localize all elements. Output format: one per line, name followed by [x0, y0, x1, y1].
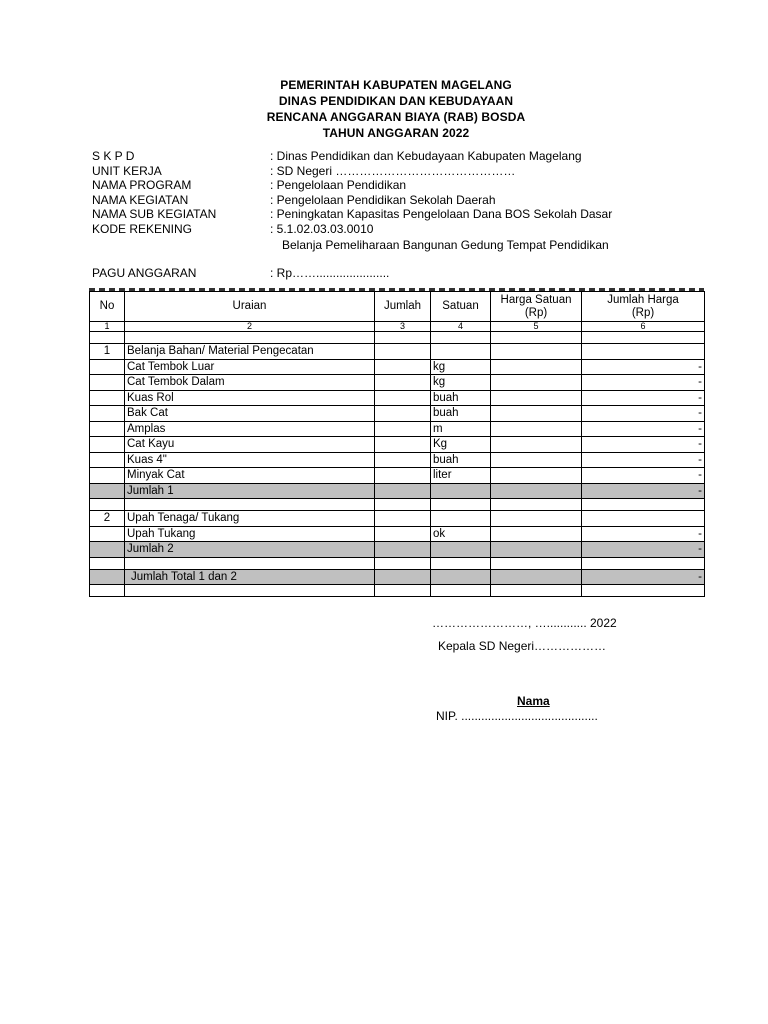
item-jumlah-harga: - [582, 375, 705, 391]
signature-nip: NIP. ......................................... [436, 709, 598, 723]
item-uraian: Minyak Cat [125, 468, 375, 484]
item-satuan: liter [431, 468, 491, 484]
item-uraian: Upah Tukang [125, 526, 375, 542]
rab-table [89, 291, 705, 597]
column-header-uraian: Uraian [125, 292, 375, 322]
spacer-row [90, 332, 705, 344]
item-uraian: Cat Kayu [125, 437, 375, 453]
table-row [90, 468, 705, 484]
item-satuan: kg [431, 375, 491, 391]
info-value: : Rp……...................... [270, 266, 390, 280]
item-uraian: Cat Tembok Dalam [125, 375, 375, 391]
info-label: S K P D [92, 149, 135, 163]
table-header-row [90, 292, 705, 322]
info-label: KODE REKENING [92, 221, 193, 236]
signature-place-date: ……………………, …............ 2022 [432, 616, 617, 630]
header-line-1: PEMERINTAH KABUPATEN MAGELANG [280, 78, 512, 92]
document-header [0, 77, 768, 141]
spacer-row [90, 585, 705, 597]
item-satuan: buah [431, 390, 491, 406]
column-header-jumlah-harga: Jumlah Harga (Rp) [582, 292, 705, 322]
item-uraian: Amplas [125, 421, 375, 437]
item-satuan: buah [431, 406, 491, 422]
table-row [90, 390, 705, 406]
section-number: 1 [90, 344, 125, 360]
info-label: NAMA KEGIATAN [92, 192, 189, 207]
info-value: : Dinas Pendidikan dan Kebudayaan Kabupaten Magelang [270, 149, 582, 163]
info-label: UNIT KERJA [92, 163, 162, 178]
section-title: Belanja Bahan/ Material Pengecatan [125, 344, 375, 360]
item-jumlah-harga: - [582, 437, 705, 453]
column-number: 2 [125, 322, 375, 332]
subtotal-label: Jumlah 1 [125, 483, 375, 499]
item-satuan: ok [431, 526, 491, 542]
section-title-row [90, 511, 705, 527]
info-label: NAMA SUB KEGIATAN [92, 207, 217, 221]
spacer-row [90, 499, 705, 511]
item-satuan: buah [431, 452, 491, 468]
column-header-no: No [90, 292, 125, 322]
header-line-3: RENCANA ANGGARAN BIAYA (RAB) BOSDA [266, 110, 526, 124]
spacer-row [90, 557, 705, 569]
info-value: : Pengelolaan Pendidikan Sekolah Daerah [270, 192, 496, 207]
item-uraian: Kuas Rol [125, 390, 375, 406]
signature-title: Kepala SD Negeri……………… [438, 639, 607, 653]
column-number: 1 [90, 322, 125, 332]
info-value: : Peningkatan Kapasitas Pengelolaan Dana BOS Sekolah Dasar [270, 207, 613, 221]
info-value: : SD Negeri ……………………………………… [270, 163, 516, 178]
table-row [90, 526, 705, 542]
item-jumlah-harga: - [582, 526, 705, 542]
item-satuan: m [431, 421, 491, 437]
item-jumlah-harga: - [582, 390, 705, 406]
column-number: 3 [375, 322, 431, 332]
grand-total-label: Jumlah Total 1 dan 2 [125, 569, 375, 585]
table-row [90, 452, 705, 468]
item-uraian: Bak Cat [125, 406, 375, 422]
subtotal-label: Jumlah 2 [125, 542, 375, 558]
section-number: 2 [90, 511, 125, 527]
column-header-jumlah: Jumlah [375, 292, 431, 322]
item-jumlah-harga: - [582, 468, 705, 484]
info-label: NAMA PROGRAM [92, 178, 192, 192]
subtotal-row [90, 542, 705, 558]
info-value-secondary: Belanja Pemeliharaan Bangunan Gedung Tempat Pendidikan [282, 238, 609, 252]
info-value: : Pengelolaan Pendidikan [270, 178, 407, 192]
table-row [90, 437, 705, 453]
item-jumlah-harga: - [582, 421, 705, 437]
item-jumlah-harga: - [582, 452, 705, 468]
table-row [90, 406, 705, 422]
section-title: Upah Tenaga/ Tukang [125, 511, 375, 527]
column-header-satuan: Satuan [431, 292, 491, 322]
table-row [90, 421, 705, 437]
column-number: 4 [431, 322, 491, 332]
item-satuan: Kg [431, 437, 491, 453]
item-satuan: kg [431, 359, 491, 375]
column-header-harga-satuan: Harga Satuan (Rp) [491, 292, 582, 322]
item-jumlah-harga: - [582, 406, 705, 422]
header-line-2: DINAS PENDIDIKAN DAN KEBUDAYAAN [278, 94, 514, 108]
header-line-4: TAHUN ANGGARAN 2022 [322, 126, 470, 140]
grand-total-row [90, 569, 705, 585]
table-row [90, 359, 705, 375]
column-number-row [90, 322, 705, 332]
column-number: 6 [582, 322, 705, 332]
grand-total-value: - [582, 569, 705, 585]
item-uraian: Kuas 4" [125, 452, 375, 468]
item-jumlah-harga: - [582, 359, 705, 375]
signature-name: Nama [517, 694, 550, 708]
subtotal-value: - [582, 483, 705, 499]
subtotal-row [90, 483, 705, 499]
subtotal-value: - [582, 542, 705, 558]
info-value: : 5.1.02.03.03.0010 [270, 221, 374, 236]
table-row [90, 375, 705, 391]
column-number: 5 [491, 322, 582, 332]
section-title-row [90, 344, 705, 360]
info-label: PAGU ANGGARAN [92, 266, 197, 280]
item-uraian: Cat Tembok Luar [125, 359, 375, 375]
